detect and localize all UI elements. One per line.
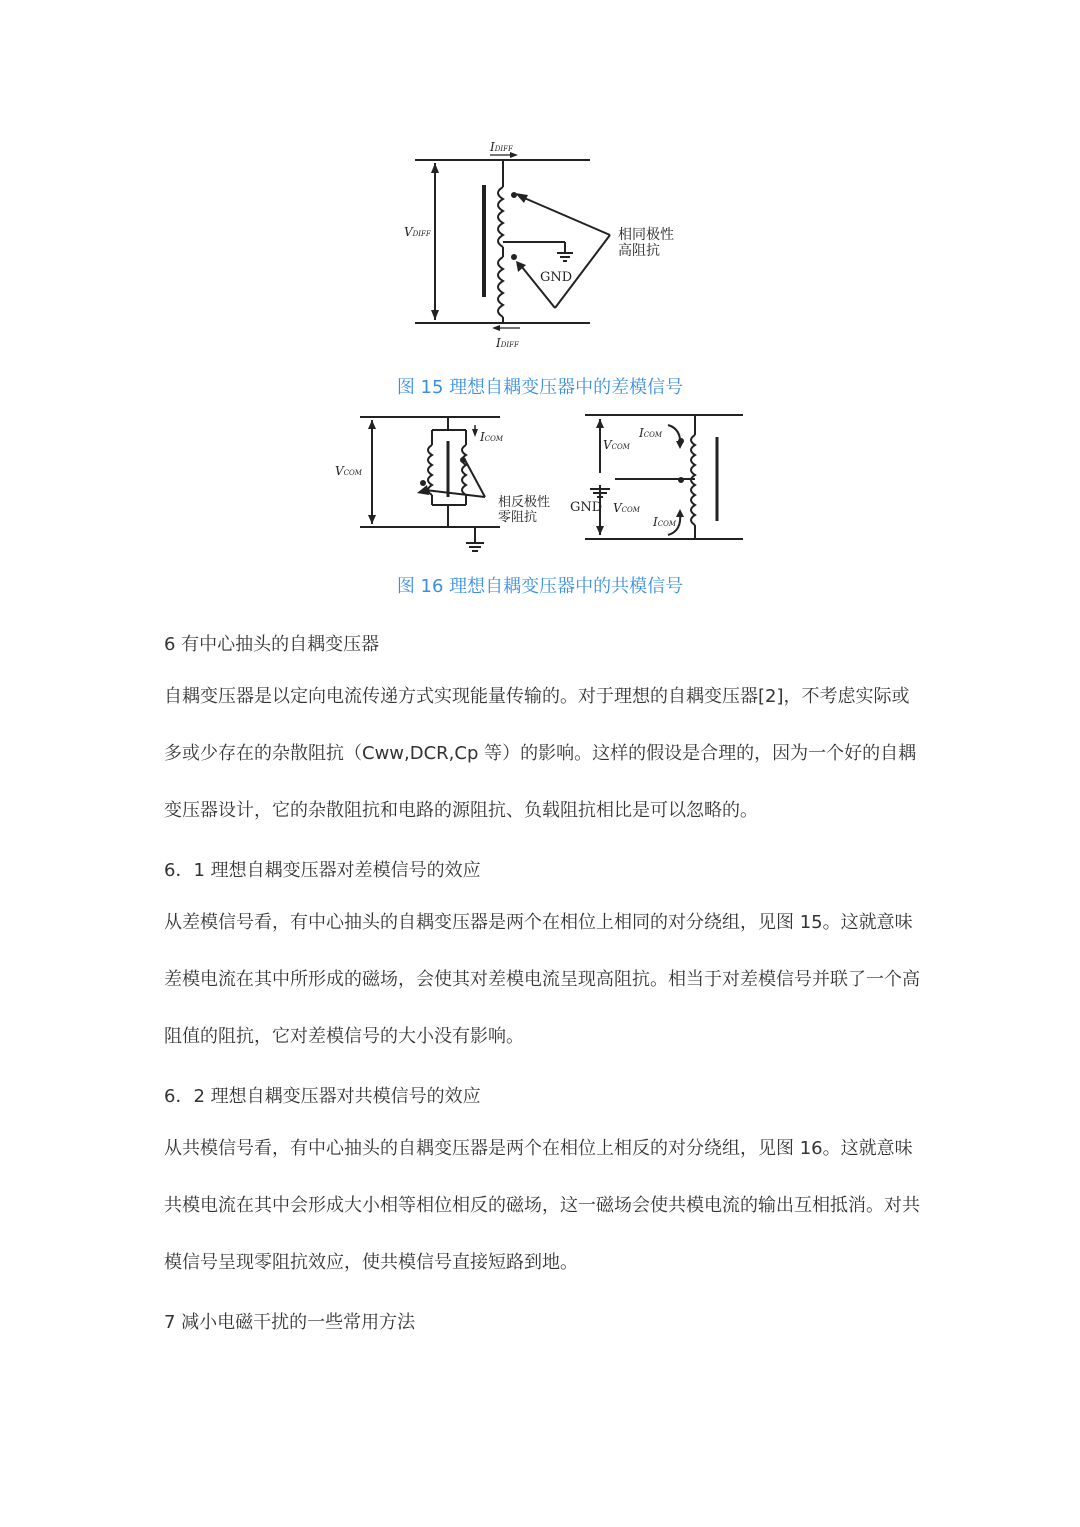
section-6-paragraph: 自耦变压器是以定向电流传递方式实现能量传输的。对于理想的自耦变压器[2]，不考虑实际或多或少存在的杂散阻抗（Cww,DCR,Cp 等）的影响。这样的假设是合理的，因为一个好的自耦变压器设计，它的杂散阻抗和电路的源阻抗、负载阻抗相比是可以忽略的。: [164, 686, 917, 821]
figure-15-caption: 图 15 理想自耦变压器中的差模信号: [396, 377, 684, 398]
section-6-title: 6 有中心抽头的自耦变压器: [164, 634, 380, 655]
section-6-2-paragraph: 从共模信号看，有中心抽头的自耦变压器是两个在相位上相反的对分绕组，见图 16。这就意味共模电流在其中会形成大小相等相位相反的磁场，这一磁场会使共模电流的输出互相抵消。对共模信号呈现零阻抗效应，使共模信号直接短路到地。: [164, 1138, 920, 1273]
section-6-2-title: 6．2 理想自耦变压器对共模信号的效应: [164, 1086, 481, 1107]
i-com-label: ICOM: [480, 430, 504, 444]
i-com-right-bottom-label: ICOM: [653, 515, 677, 529]
opposite-polarity-label: 相反极性: [498, 495, 551, 510]
high-impedance-label: 高阻抗: [618, 243, 660, 259]
gnd-label: GND: [540, 270, 573, 285]
v-com-label: VCOM: [335, 464, 362, 478]
figure-15-diagram: [400, 135, 700, 355]
i-com-right-top-label: ICOM: [639, 426, 663, 440]
v-diff-label: VDIFF: [404, 225, 431, 239]
v-com-right-bottom-label: VCOM: [613, 501, 640, 515]
section-7-title: 7 减小电磁干扰的一些常用方法: [164, 1312, 416, 1333]
gnd-label: GND: [570, 500, 603, 515]
i-diff-top-label: IDIFF: [490, 140, 513, 154]
figure-16-diagram: [335, 405, 755, 565]
section-6-1-paragraph: 从差模信号看，有中心抽头的自耦变压器是两个在相位上相同的对分绕组，见图 15。这就意味差模电流在其中所形成的磁场，会使其对差模电流呈现高阻抗。相当于对差模信号并联了一个高阻值的阻抗，它对差模信号的大小没有影响。: [164, 912, 920, 1047]
zero-impedance-label: 零阻抗: [498, 510, 538, 525]
v-com-right-top-label: VCOM: [603, 438, 630, 452]
same-polarity-label: 相同极性: [618, 227, 674, 243]
section-6-1-title: 6．1 理想自耦变压器对差模信号的效应: [164, 860, 481, 881]
i-diff-bottom-label: IDIFF: [496, 336, 519, 350]
figure-16-caption: 图 16 理想自耦变压器中的共模信号: [396, 576, 684, 597]
